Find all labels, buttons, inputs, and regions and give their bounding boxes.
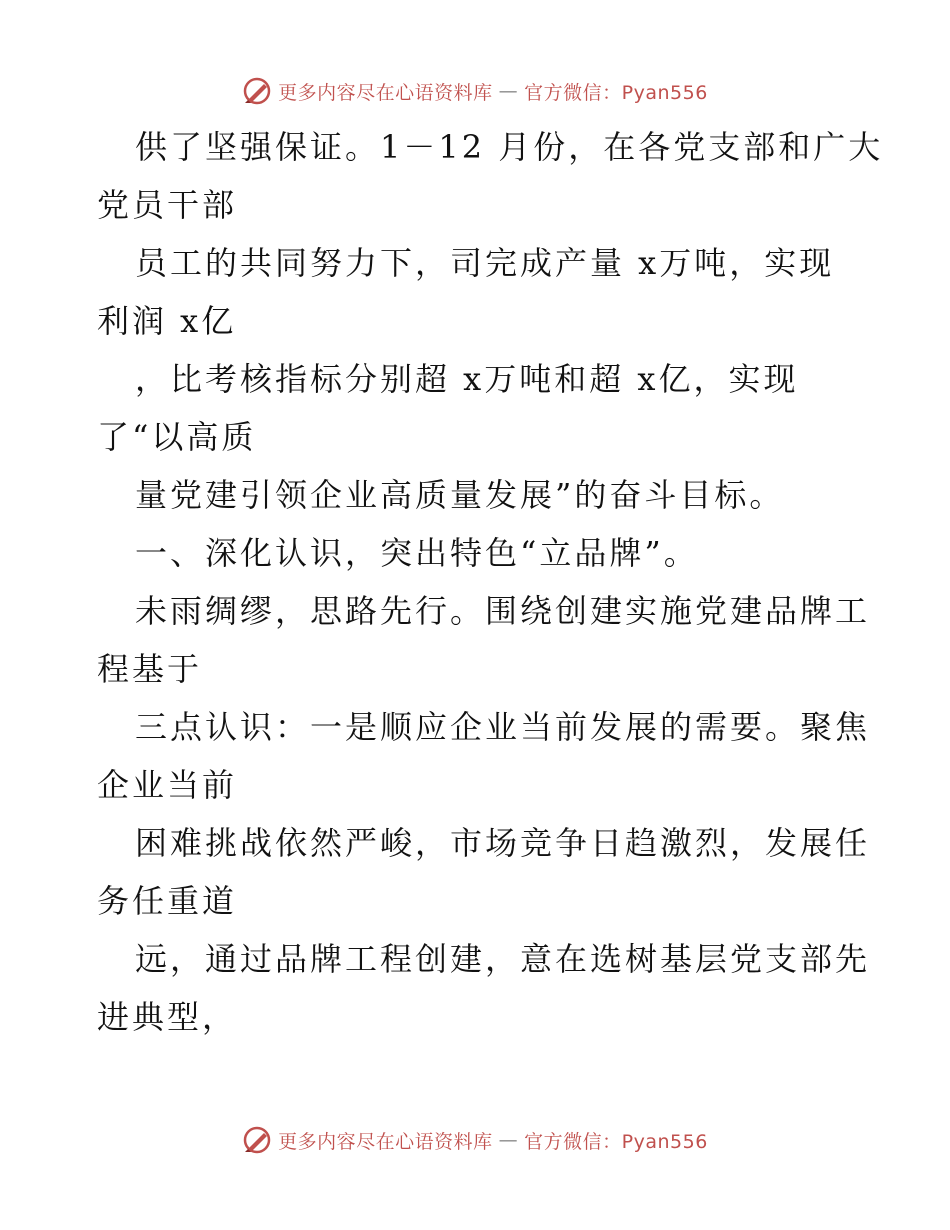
body-line: 员工的共同努力下，司完成产量 x万吨，实现 xyxy=(135,244,835,282)
body-line: ，比考核指标分别超 x万吨和超 x亿，实现 xyxy=(135,360,799,398)
document-body xyxy=(97,118,884,1046)
body-line: 党员干部 xyxy=(97,186,238,224)
watermark-text: 更多内容尽在心语资料库 xyxy=(278,1130,493,1153)
body-line: 未雨绸缪，思路先行。围绕创建实施党建品牌工 xyxy=(135,592,871,630)
body-line: 困难挑战依然严峻，市场竞争日趋激烈，发展任 xyxy=(135,824,871,862)
body-line: 供了坚强保证。1－12 月份，在各党支部和广大 xyxy=(135,128,884,166)
body-line: 进典型， xyxy=(97,998,238,1036)
section-heading: 一、深化认识，突出特色“立品牌”。 xyxy=(135,534,699,572)
body-line: 企业当前 xyxy=(97,766,238,804)
watermark-separator: — xyxy=(498,80,519,102)
body-line: 三点认识：一是顺应企业当前发展的需要。聚焦 xyxy=(135,708,871,746)
body-line: 利润 x亿 xyxy=(97,302,237,340)
body-line: 量党建引领企业高质量发展”的奋斗目标。 xyxy=(135,476,785,514)
pen-logo-icon xyxy=(242,1125,272,1155)
body-line: 务任重道 xyxy=(97,882,238,920)
body-line: 远，通过品牌工程创建，意在选树基层党支部先 xyxy=(135,940,871,978)
footer-watermark xyxy=(0,1120,950,1160)
body-line: 程基于 xyxy=(97,650,203,688)
pen-logo-icon xyxy=(242,76,272,106)
watermark-contact: 官方微信：Pyan556 xyxy=(524,81,708,104)
watermark-separator: — xyxy=(498,1129,519,1151)
body-line: 了“以高质 xyxy=(97,418,257,456)
header-watermark xyxy=(0,71,950,111)
watermark-contact: 官方微信：Pyan556 xyxy=(524,1130,708,1153)
watermark-text: 更多内容尽在心语资料库 xyxy=(278,81,493,104)
